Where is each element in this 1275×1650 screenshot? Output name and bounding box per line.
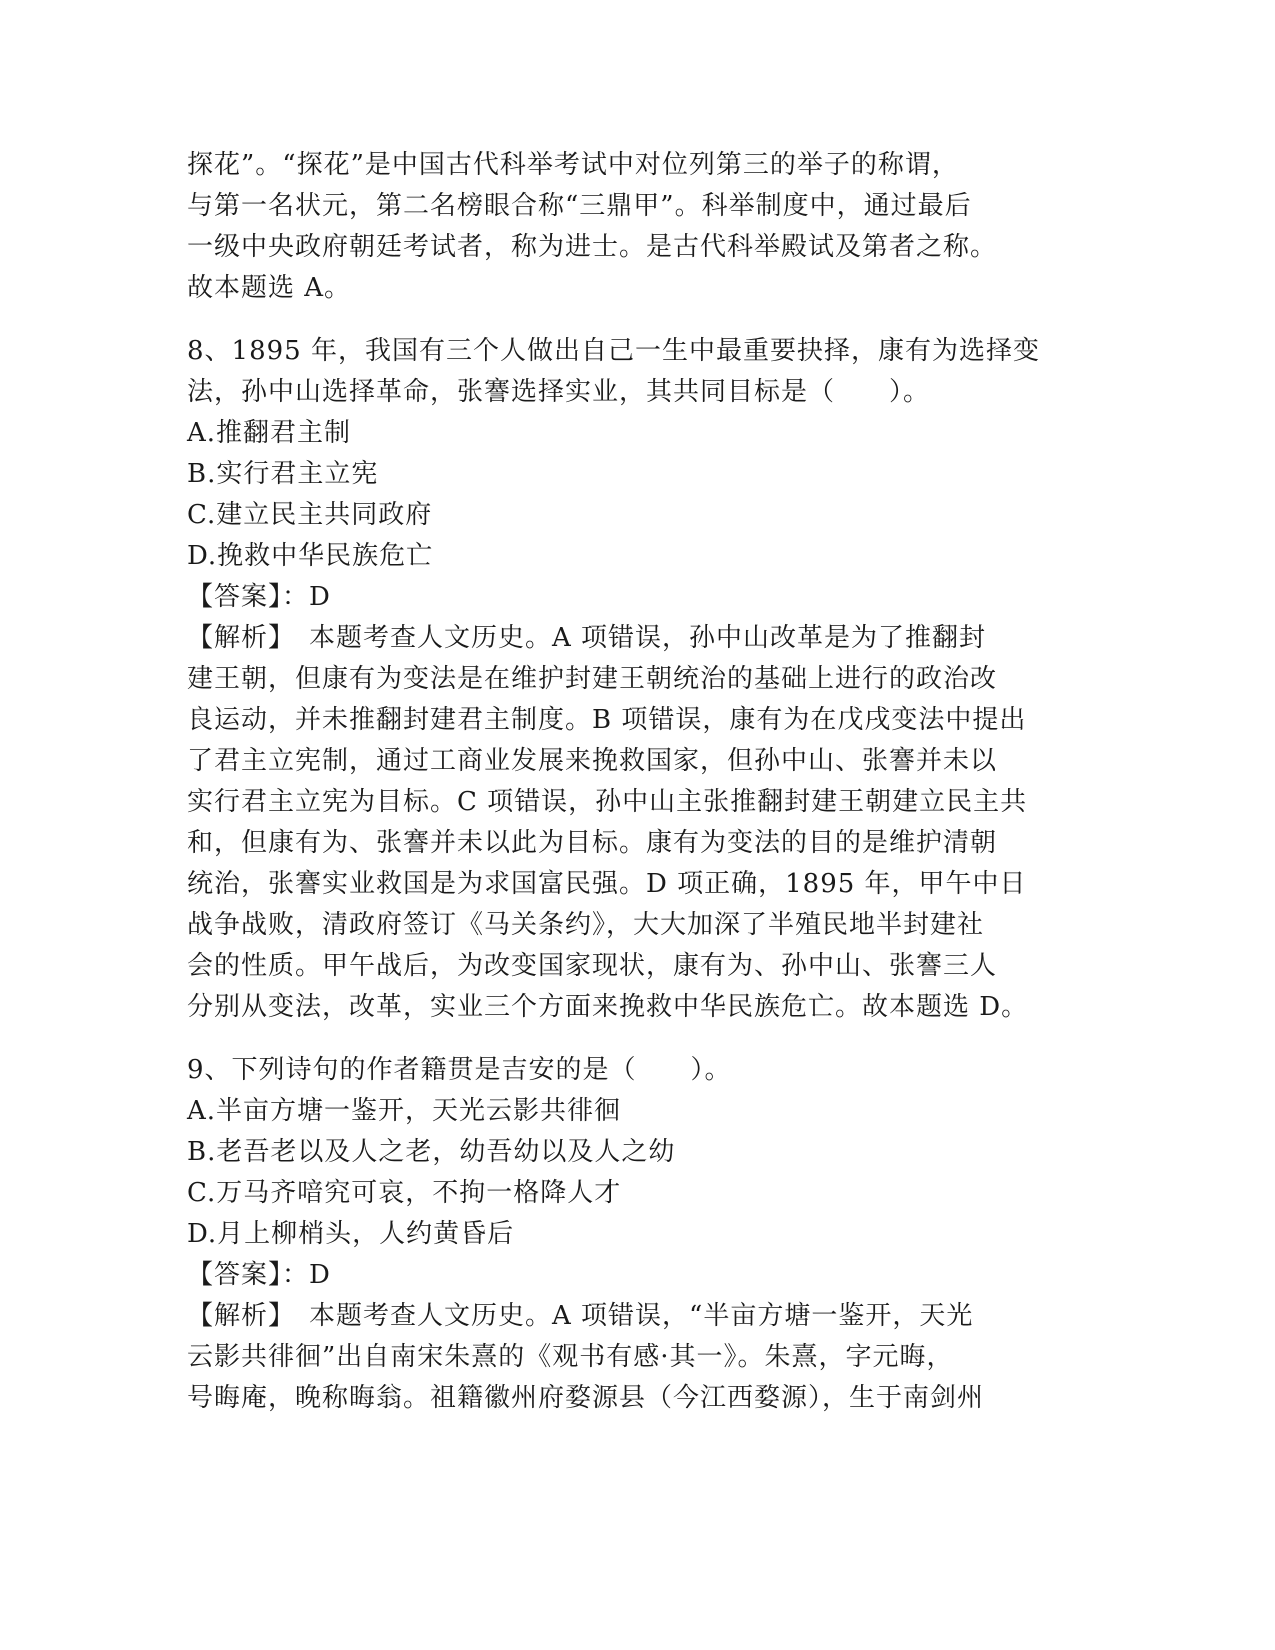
question-8-analysis-line: 【解析】 本题考查人文历史。A 项错误，孙中山改革是为了推翻封 [187,623,987,653]
question-9-analysis-line: 【解析】 本题考查人文历史。A 项错误，“半亩方塘一鉴开，天光 [187,1301,974,1331]
question-8-option-a: A.推翻君主制 [187,418,352,448]
prev-explanation-line: 探花”。“探花”是中国古代科举考试中对位列第三的举子的称谓， [187,150,959,180]
question-9-text: 9、下列诗句的作者籍贯是吉安的是（ ）。 [187,1055,732,1085]
question-9-analysis-line: 云影共徘徊”出自南宋朱熹的《观书有感·其一》。朱熹，字元晦， [187,1342,954,1372]
question-8-analysis-line: 良运动，并未推翻封建君主制度。B 项错误，康有为在戊戌变法中提出 [187,705,1027,735]
question-9-option-a: A.半亩方塘一鉴开，天光云影共徘徊 [187,1096,622,1126]
question-8-option-b: B.实行君主立宪 [187,459,379,489]
question-8-analysis-line: 建王朝，但康有为变法是在维护封建王朝统治的基础上进行的政治改 [187,664,998,694]
question-8-text: 法，孙中山选择革命，张謇选择实业，其共同目标是（ ）。 [187,377,931,407]
question-9-option-c: C.万马齐喑究可哀，不拘一格降人才 [187,1178,622,1208]
prev-explanation-line: 与第一名状元，第二名榜眼合称“三鼎甲”。科举制度中，通过最后 [187,191,972,221]
question-9-analysis-line: 号晦庵，晚称晦翁。祖籍徽州府婺源县（今江西婺源），生于南剑州 [187,1383,985,1413]
question-8-text: 8、1895 年，我国有三个人做出自己一生中最重要抉择，康有为选择变 [187,336,1040,366]
prev-explanation-line: 故本题选 A。 [187,273,352,303]
question-9-answer: 【答案】：D [187,1260,331,1290]
question-9-option-b: B.老吾老以及人之老，幼吾幼以及人之幼 [187,1137,676,1167]
question-8-analysis-line: 分别从变法，改革，实业三个方面来挽救中华民族危亡。故本题选 D。 [187,992,1029,1022]
question-8-answer: 【答案】：D [187,582,331,612]
question-8-analysis-line: 实行君主立宪为目标。C 项错误，孙中山主张推翻封建王朝建立民主共 [187,787,1028,817]
question-8-option-c: C.建立民主共同政府 [187,500,433,530]
prev-explanation-line: 一级中央政府朝廷考试者，称为进士。是古代科举殿试及第者之称。 [187,232,998,262]
question-8-analysis-line: 会的性质。甲午战后，为改变国家现状，康有为、孙中山、张謇三人 [187,951,998,981]
question-8-analysis-line: 了君主立宪制，通过工商业发展来挽救国家，但孙中山、张謇并未以 [187,746,998,776]
question-9-option-d: D.月上柳梢头，人约黄昏后 [187,1219,515,1249]
question-8-analysis-line: 统治，张謇实业救国是为求国富民强。D 项正确，1895 年，甲午中日 [187,869,1027,899]
question-8-option-d: D.挽救中华民族危亡 [187,541,434,571]
question-8-analysis-line: 战争战败，清政府签订《马关条约》，大大加深了半殖民地半封建社 [187,910,985,940]
question-8-analysis-line: 和，但康有为、张謇并未以此为目标。康有为变法的目的是维护清朝 [187,828,998,858]
